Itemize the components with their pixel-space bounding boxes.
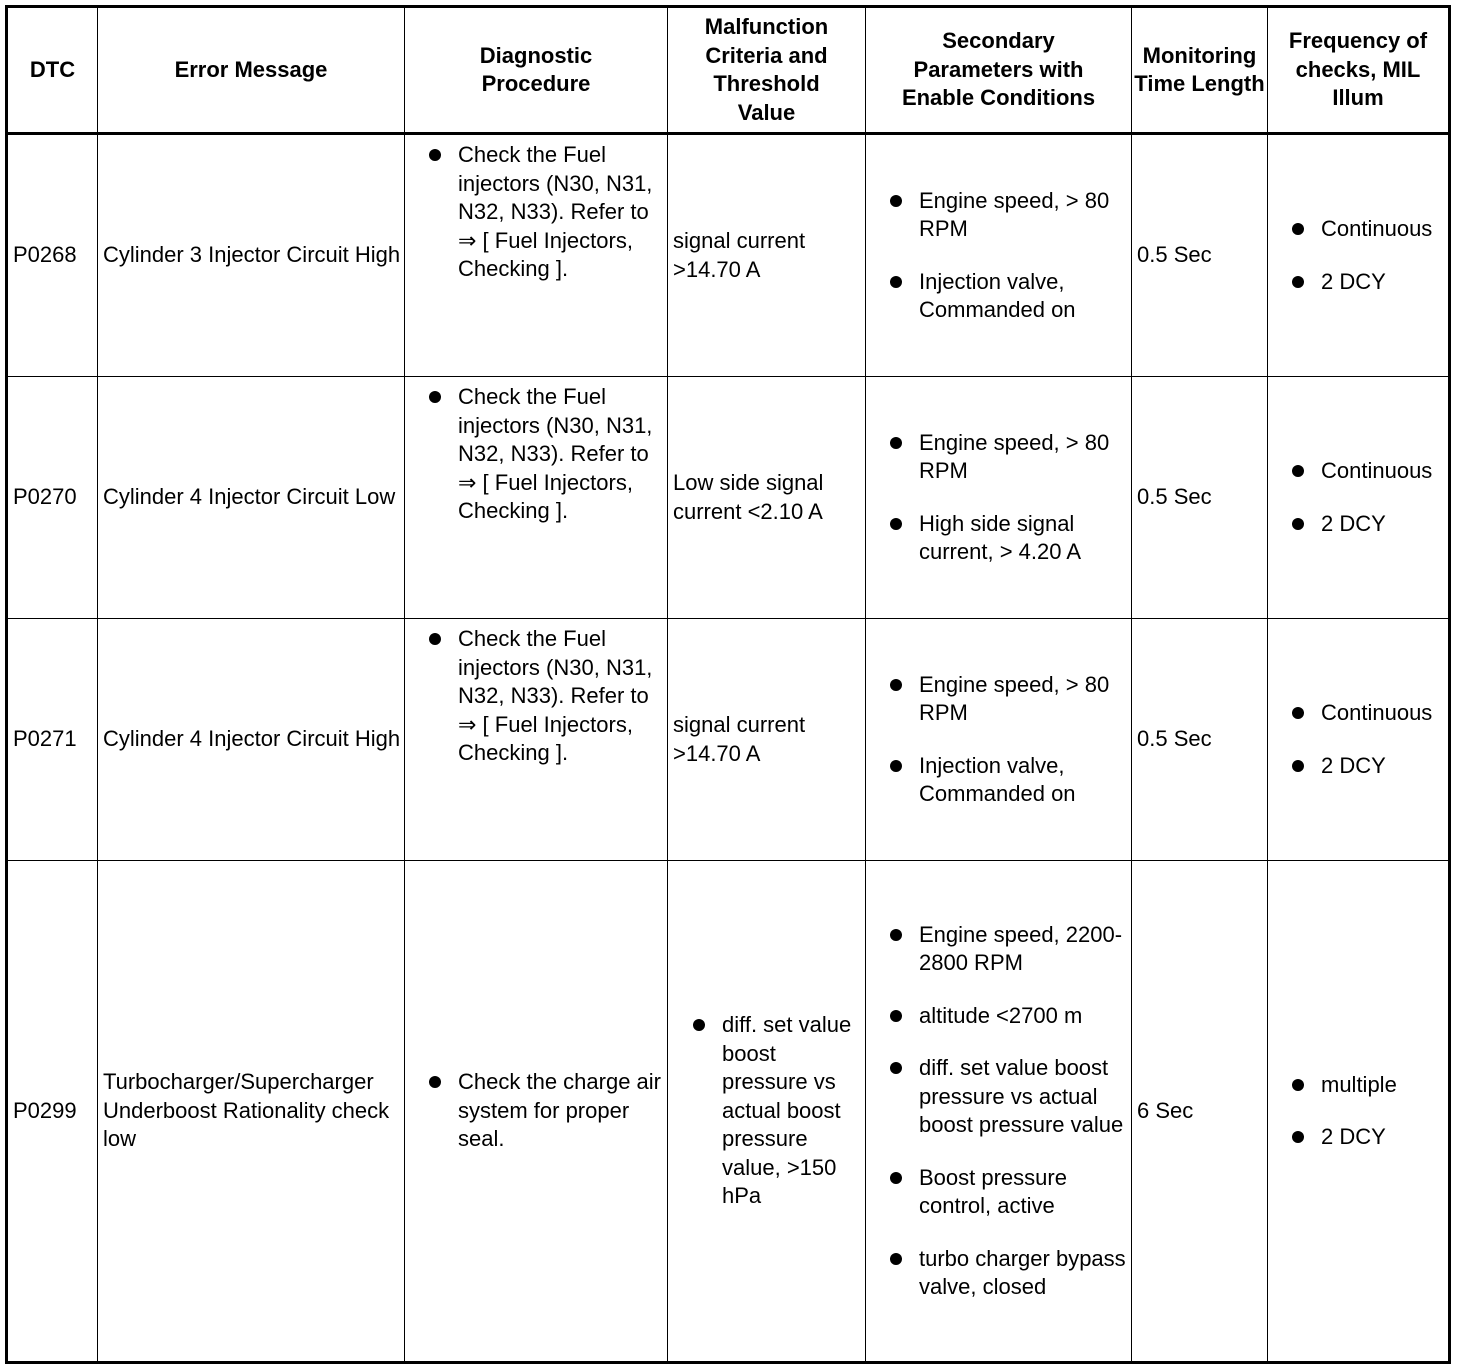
error-message: Cylinder 4 Injector Circuit High [98, 619, 405, 861]
monitoring-time: 0.5 Sec [1132, 134, 1268, 377]
monitoring-time: 0.5 Sec [1132, 377, 1268, 619]
secondary-item: Boost pressure control, active [871, 1164, 1129, 1221]
error-message: Cylinder 3 Injector Circuit High [98, 134, 405, 377]
frequency [1268, 619, 1450, 861]
frequency-item: 2 DCY [1273, 1123, 1446, 1152]
monitoring-time: 0.5 Sec [1132, 619, 1268, 861]
diagnostic-procedure [405, 861, 668, 1363]
dtc-code: P0299 [7, 861, 98, 1363]
secondary-parameters [866, 619, 1132, 861]
secondary-item: High side signal current, > 4.20 A [871, 510, 1129, 567]
secondary-parameters [866, 861, 1132, 1363]
header-diagnostic-procedure: Diagnostic Procedure [405, 7, 668, 134]
secondary-item: altitude <2700 m [871, 1002, 1129, 1031]
frequency [1268, 134, 1450, 377]
frequency-item: Continuous [1273, 457, 1446, 486]
diagnostic-procedure [405, 619, 668, 861]
secondary-item: Injection valve, Commanded on [871, 268, 1129, 325]
error-message: Turbocharger/Supercharger Underboost Rationality check low [98, 861, 405, 1363]
header-dtc: DTC [7, 7, 98, 134]
secondary-parameters [866, 134, 1132, 377]
frequency-item: Continuous [1273, 699, 1446, 728]
malfunction-criteria: signal current >14.70 A [668, 134, 866, 377]
header-malfunction-criteria: Malfunction Criteria and Threshold Value [668, 7, 866, 134]
diagnostic-procedure [405, 377, 668, 619]
malfunction-criteria: Low side signal current <2.10 A [668, 377, 866, 619]
procedure-item: Check the charge air system for proper seal. [410, 1068, 665, 1154]
secondary-item: Engine speed, > 80 RPM [871, 187, 1129, 244]
secondary-item: Engine speed, > 80 RPM [871, 429, 1129, 486]
header-secondary-parameters: Secondary Parameters with Enable Conditions [866, 7, 1132, 134]
procedure-item: Check the Fuel injectors (N30, N31, N32, N33). Refer to ⇒ [ Fuel Injectors, Checking ]. [410, 625, 665, 768]
header-error-message: Error Message [98, 7, 405, 134]
dtc-code: P0271 [7, 619, 98, 861]
dtc-table [5, 5, 1451, 1364]
dtc-code: P0268 [7, 134, 98, 377]
table-row [7, 134, 1450, 377]
frequency-item: Continuous [1273, 215, 1446, 244]
header-frequency: Frequency of checks, MIL Illum [1268, 7, 1450, 134]
frequency-item: 2 DCY [1273, 510, 1446, 539]
secondary-item: turbo charger bypass valve, closed [871, 1245, 1129, 1302]
procedure-item: Check the Fuel injectors (N30, N31, N32, N33). Refer to ⇒ [ Fuel Injectors, Checking ]. [410, 141, 665, 284]
criteria-item: diff. set value boost pressure vs actual boost pressure value, >150 hPa [674, 1011, 863, 1211]
table-row [7, 619, 1450, 861]
secondary-item: Injection valve, Commanded on [871, 752, 1129, 809]
malfunction-criteria [668, 861, 866, 1363]
diagnostic-procedure [405, 134, 668, 377]
frequency-item: 2 DCY [1273, 268, 1446, 297]
secondary-item: Engine speed, 2200-2800 RPM [871, 921, 1129, 978]
dtc-code: P0270 [7, 377, 98, 619]
frequency [1268, 861, 1450, 1363]
header-row [7, 7, 1450, 134]
table-row [7, 861, 1450, 1363]
frequency-item: multiple [1273, 1071, 1446, 1100]
monitoring-time: 6 Sec [1132, 861, 1268, 1363]
secondary-parameters [866, 377, 1132, 619]
secondary-item: Engine speed, > 80 RPM [871, 671, 1129, 728]
frequency-item: 2 DCY [1273, 752, 1446, 781]
error-message: Cylinder 4 Injector Circuit Low [98, 377, 405, 619]
header-monitoring-time: Monitoring Time Length [1132, 7, 1268, 134]
procedure-item: Check the Fuel injectors (N30, N31, N32, N33). Refer to ⇒ [ Fuel Injectors, Checking ]. [410, 383, 665, 526]
table-row [7, 377, 1450, 619]
secondary-item: diff. set value boost pressure vs actual boost pressure value [871, 1054, 1129, 1140]
frequency [1268, 377, 1450, 619]
malfunction-criteria: signal current >14.70 A [668, 619, 866, 861]
